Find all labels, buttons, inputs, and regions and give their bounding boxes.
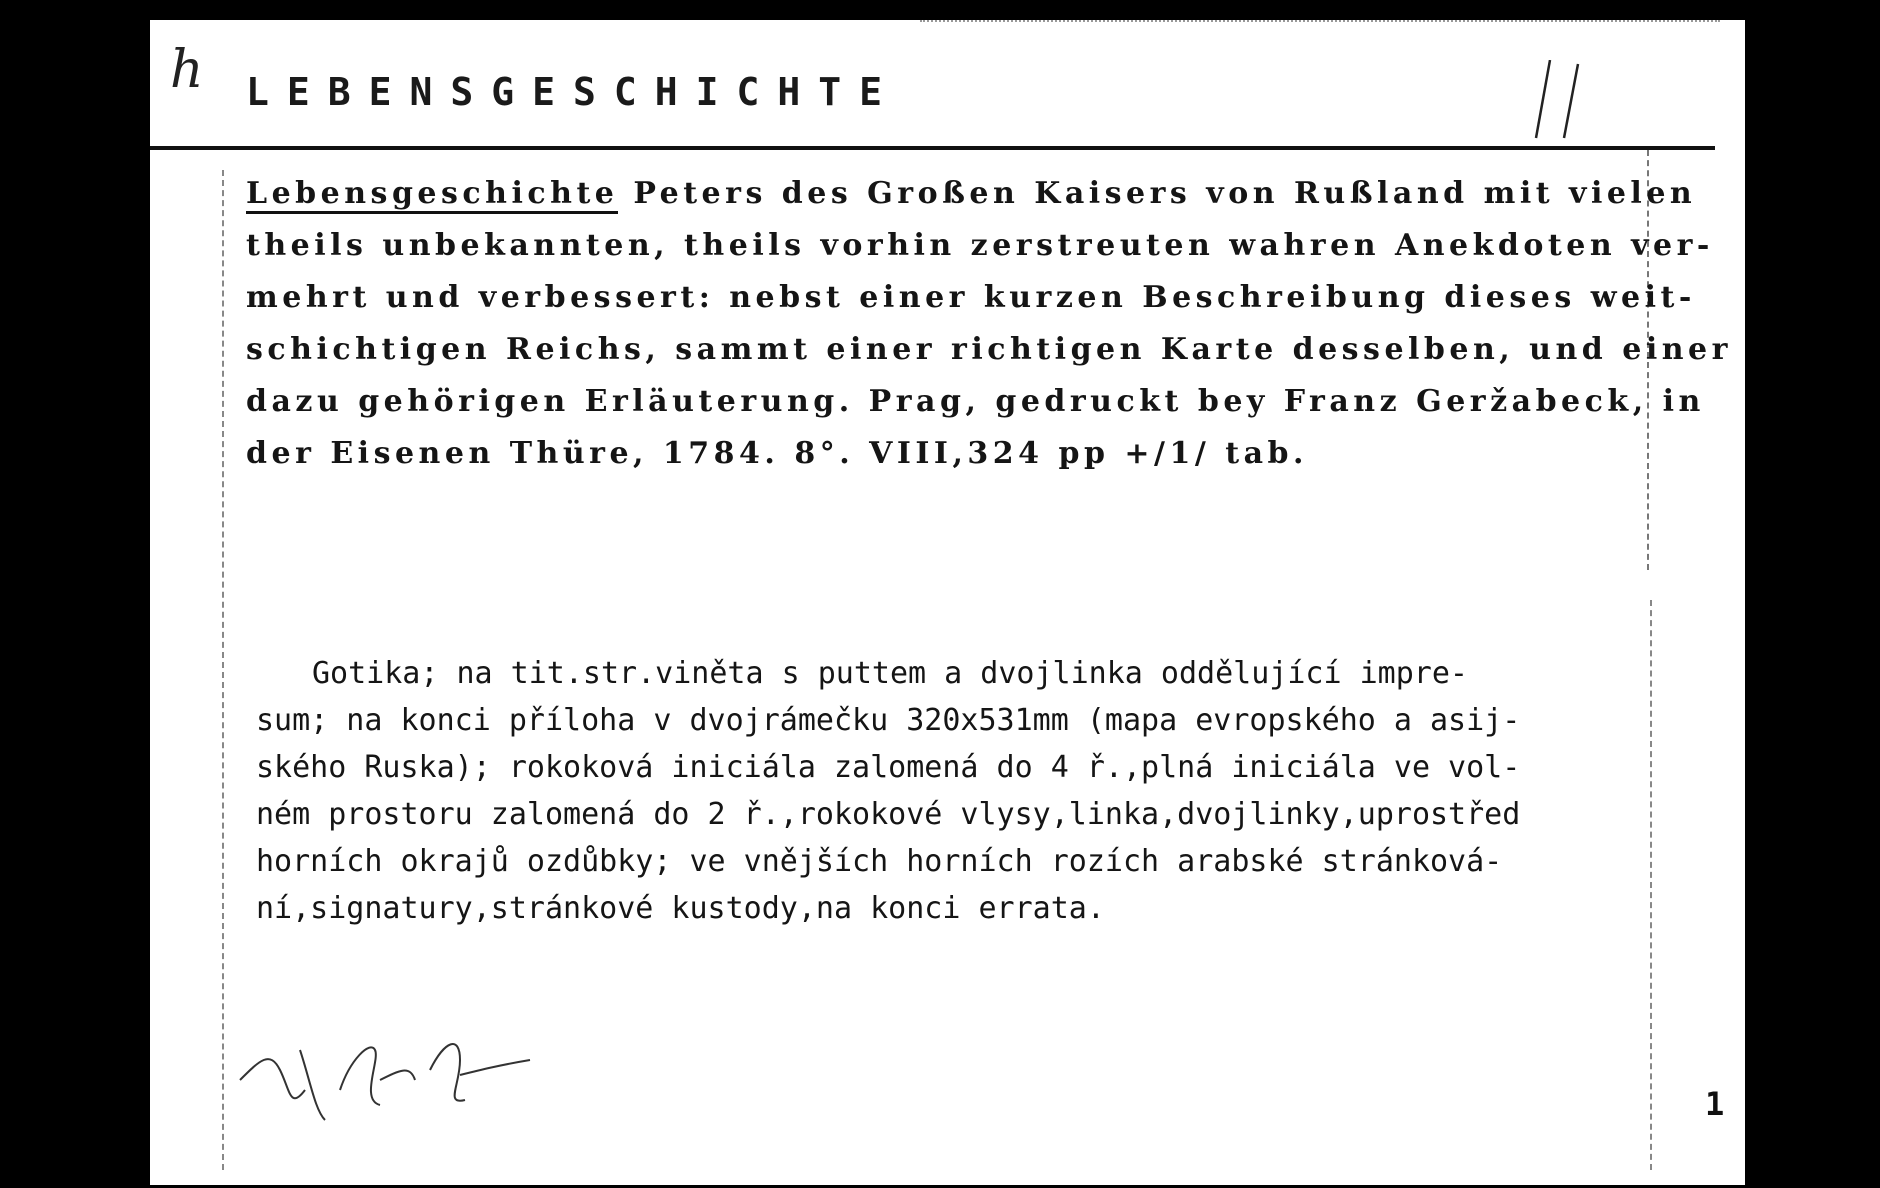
- description-line-4: ném prostoru zalomená do 2 ř.,rokokové vlysy,linka,dvojlinky,uprostřed: [256, 797, 1521, 832]
- catalog-card: [150, 20, 1745, 1185]
- description-line-3: ského Ruska); rokoková iniciála zalomená do 4 ř.,plná iniciála ve vol-: [256, 750, 1521, 785]
- citation-line-4: schichtigen Reichs, sammt einer richtigen Karte desselben, und einer: [246, 332, 1732, 367]
- handwritten-slashes: [1530, 60, 1590, 140]
- citation-line-2: theils unbekannten, theils vorhin zerstreuten wahren Anekdoten ver-: [246, 228, 1714, 263]
- card-heading: LEBENSGESCHICHTE: [246, 70, 901, 114]
- handwritten-signature: [230, 1020, 550, 1130]
- slash-2: [1564, 64, 1578, 138]
- citation-line-1-rest: Peters des Großen Kaisers von Rußland mit vielen: [618, 176, 1697, 211]
- signature-stroke-2: [340, 1047, 415, 1105]
- page-number: 1: [1705, 1085, 1725, 1123]
- citation-line-3: mehrt und verbessert: nebst einer kurzen Beschreibung dieses weit-: [246, 280, 1696, 315]
- description-line-2: sum; na konci příloha v dvojrámečku 320x531mm (mapa evropského a asij-: [256, 703, 1521, 738]
- citation-line-1: [246, 168, 1697, 220]
- citation-title-word: Lebensgeschichte: [246, 176, 618, 214]
- slash-1: [1536, 60, 1550, 138]
- citation-line-6: der Eisenen Thüre, 1784. 8°. VIII,324 pp +/1/ tab.: [246, 436, 1308, 471]
- header-rule: [150, 146, 1715, 150]
- handwritten-mark: h: [170, 40, 204, 100]
- description-block: [256, 650, 1656, 932]
- top-edge-dots: [920, 20, 1720, 22]
- signature-stroke-1: [240, 1050, 325, 1120]
- description-line-1: Gotika; na tit.str.viněta s puttem a dvojlinka oddělující impre-: [312, 656, 1468, 691]
- signature-stroke-3: [430, 1044, 530, 1101]
- citation-block: [246, 168, 1732, 480]
- citation-line-5: dazu gehörigen Erläuterung. Prag, gedruckt bey Franz Geržabeck, in: [246, 384, 1705, 419]
- left-margin-line: [222, 170, 224, 1170]
- description-line-6: ní,signatury,stránkové kustody,na konci errata.: [256, 891, 1105, 926]
- description-line-5: horních okrajů ozdůbky; ve vnějších horních rozích arabské stránková-: [256, 844, 1503, 879]
